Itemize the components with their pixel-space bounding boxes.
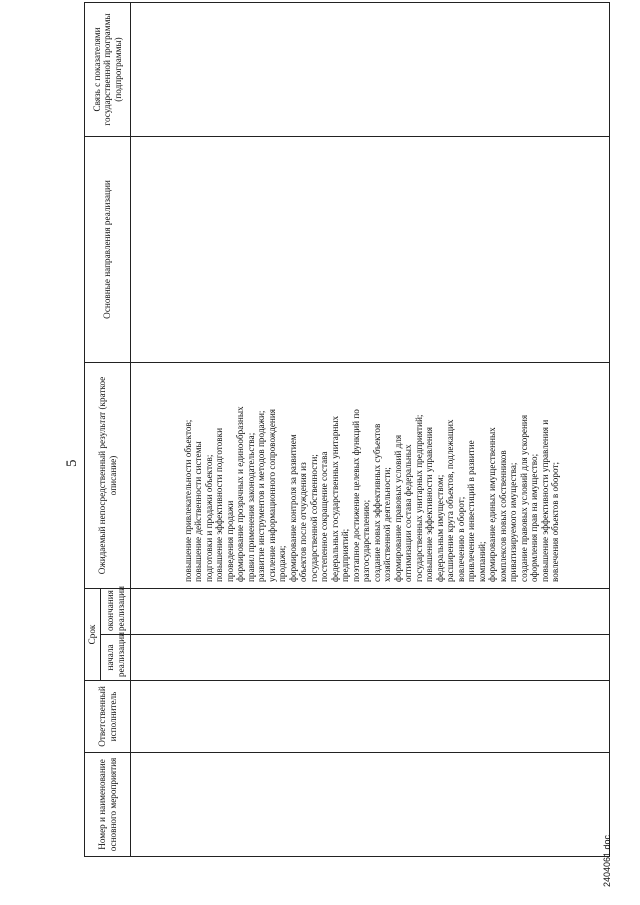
- cell-indicator-link: [131, 3, 610, 137]
- header-expected-result: Ожидаемый непосредственный результат (краткое описание): [85, 363, 131, 589]
- cell-directions: [131, 137, 610, 363]
- result-line: повышение действенности системы: [193, 441, 203, 582]
- header-deadline: Срок: [85, 589, 101, 681]
- result-line: предприятий;: [340, 528, 350, 582]
- page-number: 5: [64, 459, 80, 467]
- header-start: начала реализации: [101, 635, 131, 681]
- result-line: федеральным имуществом;: [434, 474, 445, 582]
- result-line: развитие инструментов и методов продажи;: [256, 410, 266, 582]
- result-line: подготовки и продажи объектов;: [203, 454, 214, 582]
- result-line: повышение эффективности управления: [424, 427, 434, 582]
- program-activities-table: [84, 2, 610, 857]
- cell-executor: [131, 681, 610, 753]
- result-line: повышение эффективности управления и: [539, 419, 550, 582]
- cell-expected-results: [131, 363, 610, 589]
- result-line: федеральных государственных унитарных: [329, 415, 340, 582]
- result-line: привлечение инвестиций в развитие: [466, 440, 476, 582]
- result-line: компаний;: [476, 541, 487, 582]
- header-end: окончания реализации: [101, 589, 131, 635]
- result-line: комплексов новых собственников: [497, 450, 508, 582]
- result-line: формирование контроля за развитием: [287, 434, 298, 582]
- result-line: формирование прозрачных и единообразных: [235, 406, 245, 582]
- header-activity: Номер и наименование основного мероприятия: [85, 753, 131, 857]
- result-line: формирование правовых условий для: [392, 434, 403, 582]
- result-line: государственной собственности;: [308, 454, 319, 582]
- result-line: оформления прав на имущество;: [529, 453, 539, 582]
- result-line: формирование единых имущественных: [487, 427, 497, 582]
- result-line: приватизируемого имущества;: [508, 462, 518, 582]
- result-line: повышение эффективности подготовки: [214, 428, 224, 582]
- cell-start: [131, 635, 610, 681]
- result-line: разгосударствлению;: [361, 499, 371, 582]
- result-line: создание новых эффективных субъектов: [371, 423, 382, 582]
- header-directions: Основные направления реализации: [85, 137, 131, 363]
- result-line: вовлечения объектов в оборот;: [550, 461, 560, 582]
- result-line: хозяйственной деятельности;: [382, 467, 392, 582]
- result-line: оптимизации состава федеральных: [403, 444, 413, 582]
- result-line: создание правовых условий для ускорения: [518, 414, 529, 582]
- header-indicator-link: Связь с показателями государственной программы (подпрограммы): [85, 3, 131, 137]
- result-line: постепенное сокращение состава: [319, 451, 329, 582]
- result-line: усиление информационного сопровождения: [266, 409, 277, 582]
- header-executor: Ответственный исполнитель: [85, 681, 131, 753]
- cell-end: [131, 589, 610, 635]
- result-line: продажи;: [277, 545, 287, 582]
- result-line: государственных унитарных предприятий;: [413, 414, 424, 582]
- cell-activity: [131, 753, 610, 857]
- result-line: вовлечению в оборот;: [455, 496, 466, 582]
- result-line: поэтапное достижение целевых функций по: [350, 409, 361, 582]
- result-line: повышение привлекательности объектов;: [182, 419, 193, 582]
- result-line: проведения продажи: [224, 500, 235, 582]
- document-filename: 2404061.doc: [602, 834, 612, 887]
- result-line: правил применения законодательства;: [245, 432, 256, 582]
- result-line: расширение круга объектов, подлежащих: [445, 419, 455, 582]
- result-line: объектов после отчуждения из: [298, 462, 308, 582]
